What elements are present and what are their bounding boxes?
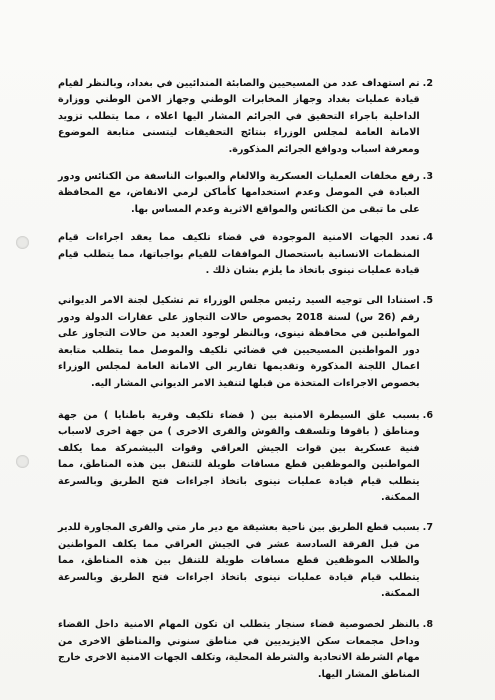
- paragraph-7: [58, 520, 433, 602]
- paragraph-text: تعدد الجهات الامنية الموجودة في قضاء تلكيف مما يعقد اجراءات قيام المنظمات الانسانية باستحصال الموافقات للقيام بواجباتها، مما يتطلب قيام قيادة عمليات نينوى باتخاذ ما يلزم بشان ذلك .: [58, 232, 420, 277]
- paragraph-2: [58, 76, 433, 158]
- paragraph-number: 8.: [422, 619, 433, 631]
- paragraph-number: 7.: [422, 522, 433, 534]
- paragraph-text: بسبب قطع الطريق بين ناحية بعشيقة مع دير مار متي والقرى المجاورة للدير من قبل الفرقة السادسة عشر في الجيش العراقي مما يكلف المواطنين والطلاب الموظفين قطع مسافات طويلة للتنقل بين هذه المناطق، مما يتطلب قيام قيادة عمليات نينوى باتخاذ اجراءات فتح الطريق وبالسرعة الممكنة.: [58, 522, 420, 599]
- paragraph-text: تم استهداف عدد من المسيحيين والصابئة المندائيين في بغداد، وبالنظر لقيام قيادة عمليات بغداد وجهاز المخابرات الوطني وجهاز الامن الوطني ووزارة الداخلية باجراء التحقيق في الجرائم المشار اليها اعلاه ، مما يتطلب تزويد الامانة العامة لمجلس الوزراء بنتائج التحقيقات ليتسنى متابعة الموضوع ومعرفة اسباب ودوافع الجرائم المذكورة.: [58, 78, 420, 155]
- paragraph-number: 5.: [422, 295, 433, 307]
- paragraph-5: [58, 293, 433, 391]
- paragraph-text: بسبب غلق السيطرة الامنية بين ( قضاء تلكيف وقرية باطنايا ) من جهة ومناطق ( باقوفا وتلسقف والقوش والقرى الاخرى ) من جهة اخرى لاسباب فنية عسكرية بين قوات الجيش العراقي وقوات البيشمركة مما يكلف المواطنين والموظفين قطع مسافات طويلة للتنقل بين هذه المناطق، مما يتطلب قيام قيادة عمليات نينوى باتخاذ اجراءات فتح الطريق وبالسرعة الممكنة.: [58, 409, 420, 503]
- punch-hole: [16, 455, 29, 468]
- paragraph-text: بالنظر لخصوصية قضاء سنجار يتطلب ان تكون المهام الامنية داخل القضاء وداخل مجمعات سكن الايزيديين في مناطق سنوني والمناطق الاخرى من مهام الشرطة الاتحادية والشرطة المحلية، وتكلف الجهات الامنية الاخرى خارج المناطق المشار اليها.: [58, 619, 420, 680]
- document-body: [58, 76, 433, 695]
- paragraph-text: رفع مخلفات العمليات العسكرية والالغام والعبوات الناسفة من الكنائس ودور العبادة في الموصل وعدم استخدامها كأماكن لرمي الانقاض، مع المحافظة على ما تبقى من الكنائس والمواقع الاثرية وعدم المساس بها.: [58, 171, 420, 215]
- punch-hole: [16, 236, 29, 249]
- paragraph-6: [58, 408, 433, 506]
- paragraph-4: [58, 230, 433, 279]
- paragraph-number: 3.: [422, 171, 433, 183]
- paragraph-number: 6.: [422, 409, 433, 421]
- paragraph-number: 2.: [422, 78, 433, 89]
- paragraph-text: استنادا الى توجيه السيد رئيس مجلس الوزراء تم تشكيل لجنة الامر الديواني رقم (26 س) لسنة 2018 بخصوص حالات التجاوز على عقارات الدولة ودور المواطنين في محافظة نينوى، وبالنظر لوجود العديد من حالات التجاوز على دور المواطنين المسيحيين في قضائي تلكيف والموصل مما يتطلب متابعة اعمال اللجنة المذكورة وتقديمها تقارير الى الامانة العامة لمجلس الوزراء بخصوص الاجراءات المتخذة من قبلها لتنفيذ الامر الديواني المشار اليه.: [58, 295, 420, 389]
- paragraph-number: 4.: [422, 232, 433, 244]
- paragraph-8: [58, 617, 433, 683]
- paragraph-3: [58, 169, 433, 218]
